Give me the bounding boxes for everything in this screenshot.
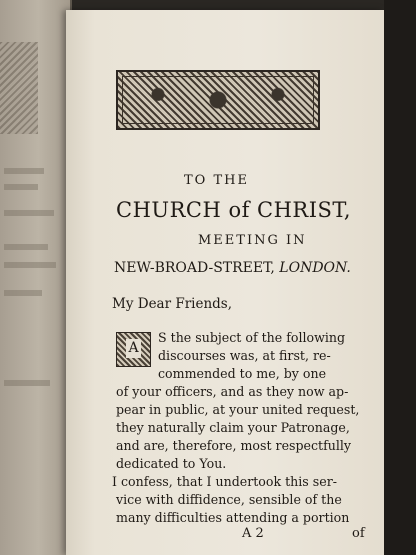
dedication-church: CHURCH of CHRIST, — [116, 198, 352, 222]
drop-cap-letter: A — [126, 339, 141, 358]
ornamental-drop-cap — [116, 332, 151, 367]
body-line: dedicated to You. — [116, 456, 227, 471]
facing-page-text-fragment — [4, 262, 56, 268]
facing-page-text-fragment — [4, 244, 48, 250]
facing-page-text-fragment — [4, 210, 54, 216]
facing-page-text-fragment — [4, 168, 44, 174]
body-line: vice with diffidence, sensible of the — [116, 492, 342, 507]
dedication-city: LONDON. — [279, 260, 351, 276]
body-line: I confess, that I undertook this ser- — [112, 474, 337, 489]
body-line: and are, therefore, most respectfully — [116, 438, 352, 453]
body-line: commended to me, by one — [158, 366, 327, 381]
signature-mark: A 2 — [242, 526, 264, 541]
body-line: many difficulties attending a portion — [116, 510, 350, 525]
body-line: S the subject of the following — [158, 330, 346, 345]
body-line: they naturally claim your Patronage, — [116, 420, 350, 435]
catchword: of — [352, 526, 365, 541]
dedication-street: NEW-BROAD-STREET, — [114, 260, 275, 276]
facing-page-ornament — [0, 42, 38, 134]
facing-page-text-fragment — [4, 184, 38, 190]
background-edge — [384, 0, 416, 555]
body-line: pear in public, at your united request, — [116, 402, 360, 417]
dedication-meeting: MEETING IN — [198, 233, 307, 248]
body-line: discourses was, at first, re- — [158, 348, 331, 363]
ornamental-headpiece — [116, 70, 320, 130]
dedication-location — [114, 260, 351, 276]
salutation: My Dear Friends, — [112, 296, 233, 312]
facing-page-text-fragment — [4, 380, 50, 386]
facing-page-edge — [0, 0, 72, 555]
book-page — [66, 10, 384, 555]
dedication-to-the: TO THE — [184, 173, 249, 188]
body-line: of your officers, and as they now ap- — [116, 384, 349, 399]
facing-page-text-fragment — [4, 290, 42, 296]
